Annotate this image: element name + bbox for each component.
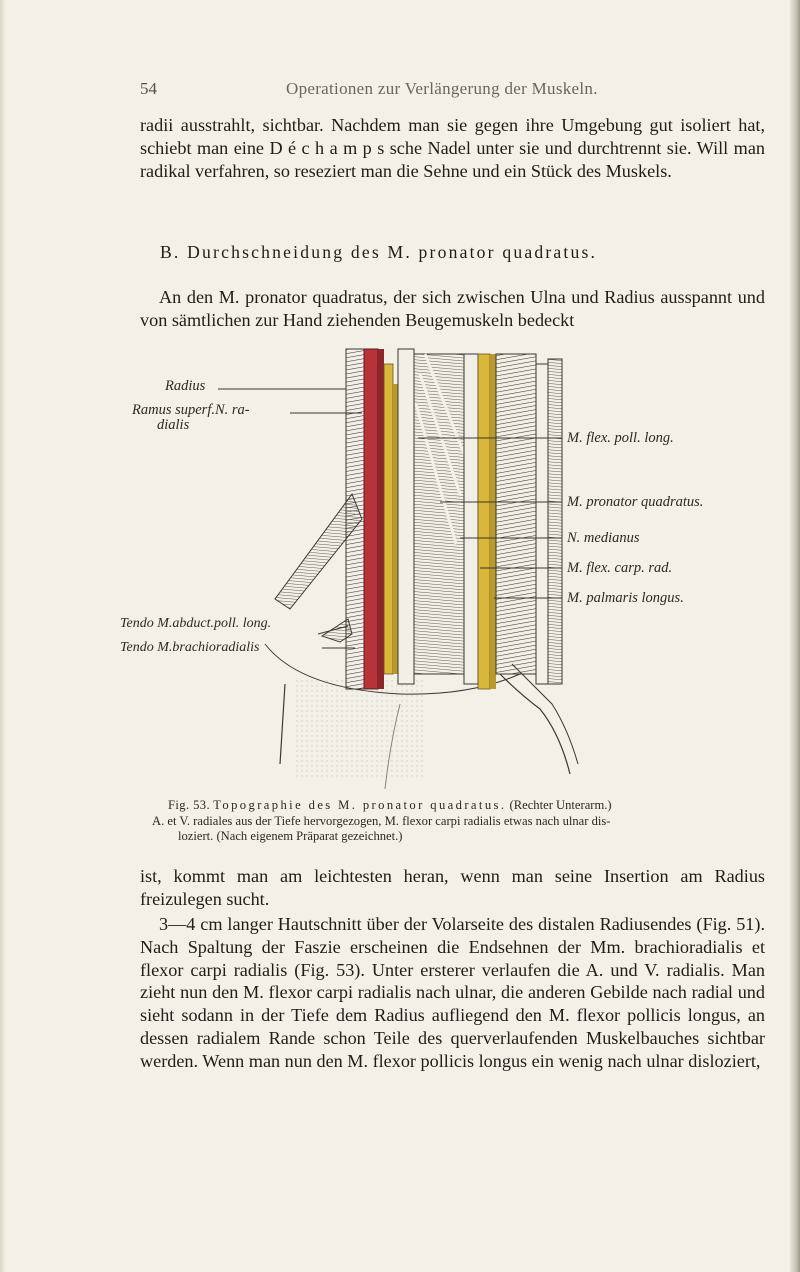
label-flexor-carpi-radialis: M. flex. carp. rad. [567,560,673,576]
label-ramus-radialis: dialis [157,417,190,433]
page-edge-right [790,0,800,1272]
caption-line-3: loziert. (Nach eigenem Präparat gezeichnet.) [178,829,403,843]
page-number: 54 [140,79,157,98]
section-heading: B. Durchschneidung des M. pronator quadratus. [160,242,598,262]
label-flexor-pollicis: M. flex. poll. long. [567,430,674,446]
caption-fig-number: Fig. 53. [168,798,211,812]
caption-line-2: A. et V. radiales aus der Tiefe hervorgezogen, M. flexor carpi radialis etwas nach ulnar dis- [152,813,611,828]
figure-caption [152,798,752,845]
running-title: Operationen zur Verlängerung der Muskeln. [286,79,598,98]
label-palmaris-longus: M. palmaris longus. [567,590,684,606]
label-radius: Radius [165,378,206,394]
label-ramus-superficialis: Ramus superf.N. ra- [132,402,250,418]
caption-title: Topographie des M. pronator quadratus. [213,798,507,812]
label-pronator-quadratus: M. pronator quadratus. [567,494,704,510]
label-tendo-brachioradialis: Tendo M.brachioradialis [120,640,260,655]
paragraph-2: An den M. pronator quadratus, der sich zwischen Ulna und Radius ausspannt und von sämtlichen zur Hand ziehenden Beugemuskeln bedeckt [140,287,765,330]
label-tendo-abductor: Tendo M.abduct.poll. long. [120,616,272,631]
paragraph-4: 3—4 cm langer Hautschnitt über der Volarseite des distalen Radiusendes (Fig. 51). Nach Spaltung der Faszie erscheinen die Endsehnen der Mm. brachioradialis et flexor carpi radialis (Fig. 53). Unter ersterer verlaufen die A. und V. radialis. Man zieht nun den M. flexor carpi radialis nach ulnar, die anderen Gebilde nach radial und sieht sodann in der Tiefe dem Radius aufliegend den M. flexor pollicis longus, an dessen radialem Rande schon Teile des querverlaufenden Muskelbauches sichtbar werden. Wenn man nun den M. flexor pollicis longus ein wenig nach ulnar disloziert, [140,914,765,1071]
running-head [140,79,660,101]
paragraph-3: ist, kommt man am leichtesten heran, wenn man seine Insertion am Radius freizulegen sucht. [140,866,765,909]
page-edge-left [0,0,6,1272]
caption-side-note: (Rechter Unterarm.) [509,798,612,812]
anatomical-figure [100,344,740,794]
caption-line-1 [152,798,752,814]
paragraph-1: radii ausstrahlt, sichtbar. Nachdem man sie gegen ihre Umgebung gut isoliert hat, schiebt man eine D é c h a m p s sche Nadel unter sie und durchtrennt sie. Will man radikal verfahren, so reseziert man die Sehne und ein Stück des Muskels. [140,115,765,181]
label-nervus-medianus: N. medianus [567,530,640,546]
